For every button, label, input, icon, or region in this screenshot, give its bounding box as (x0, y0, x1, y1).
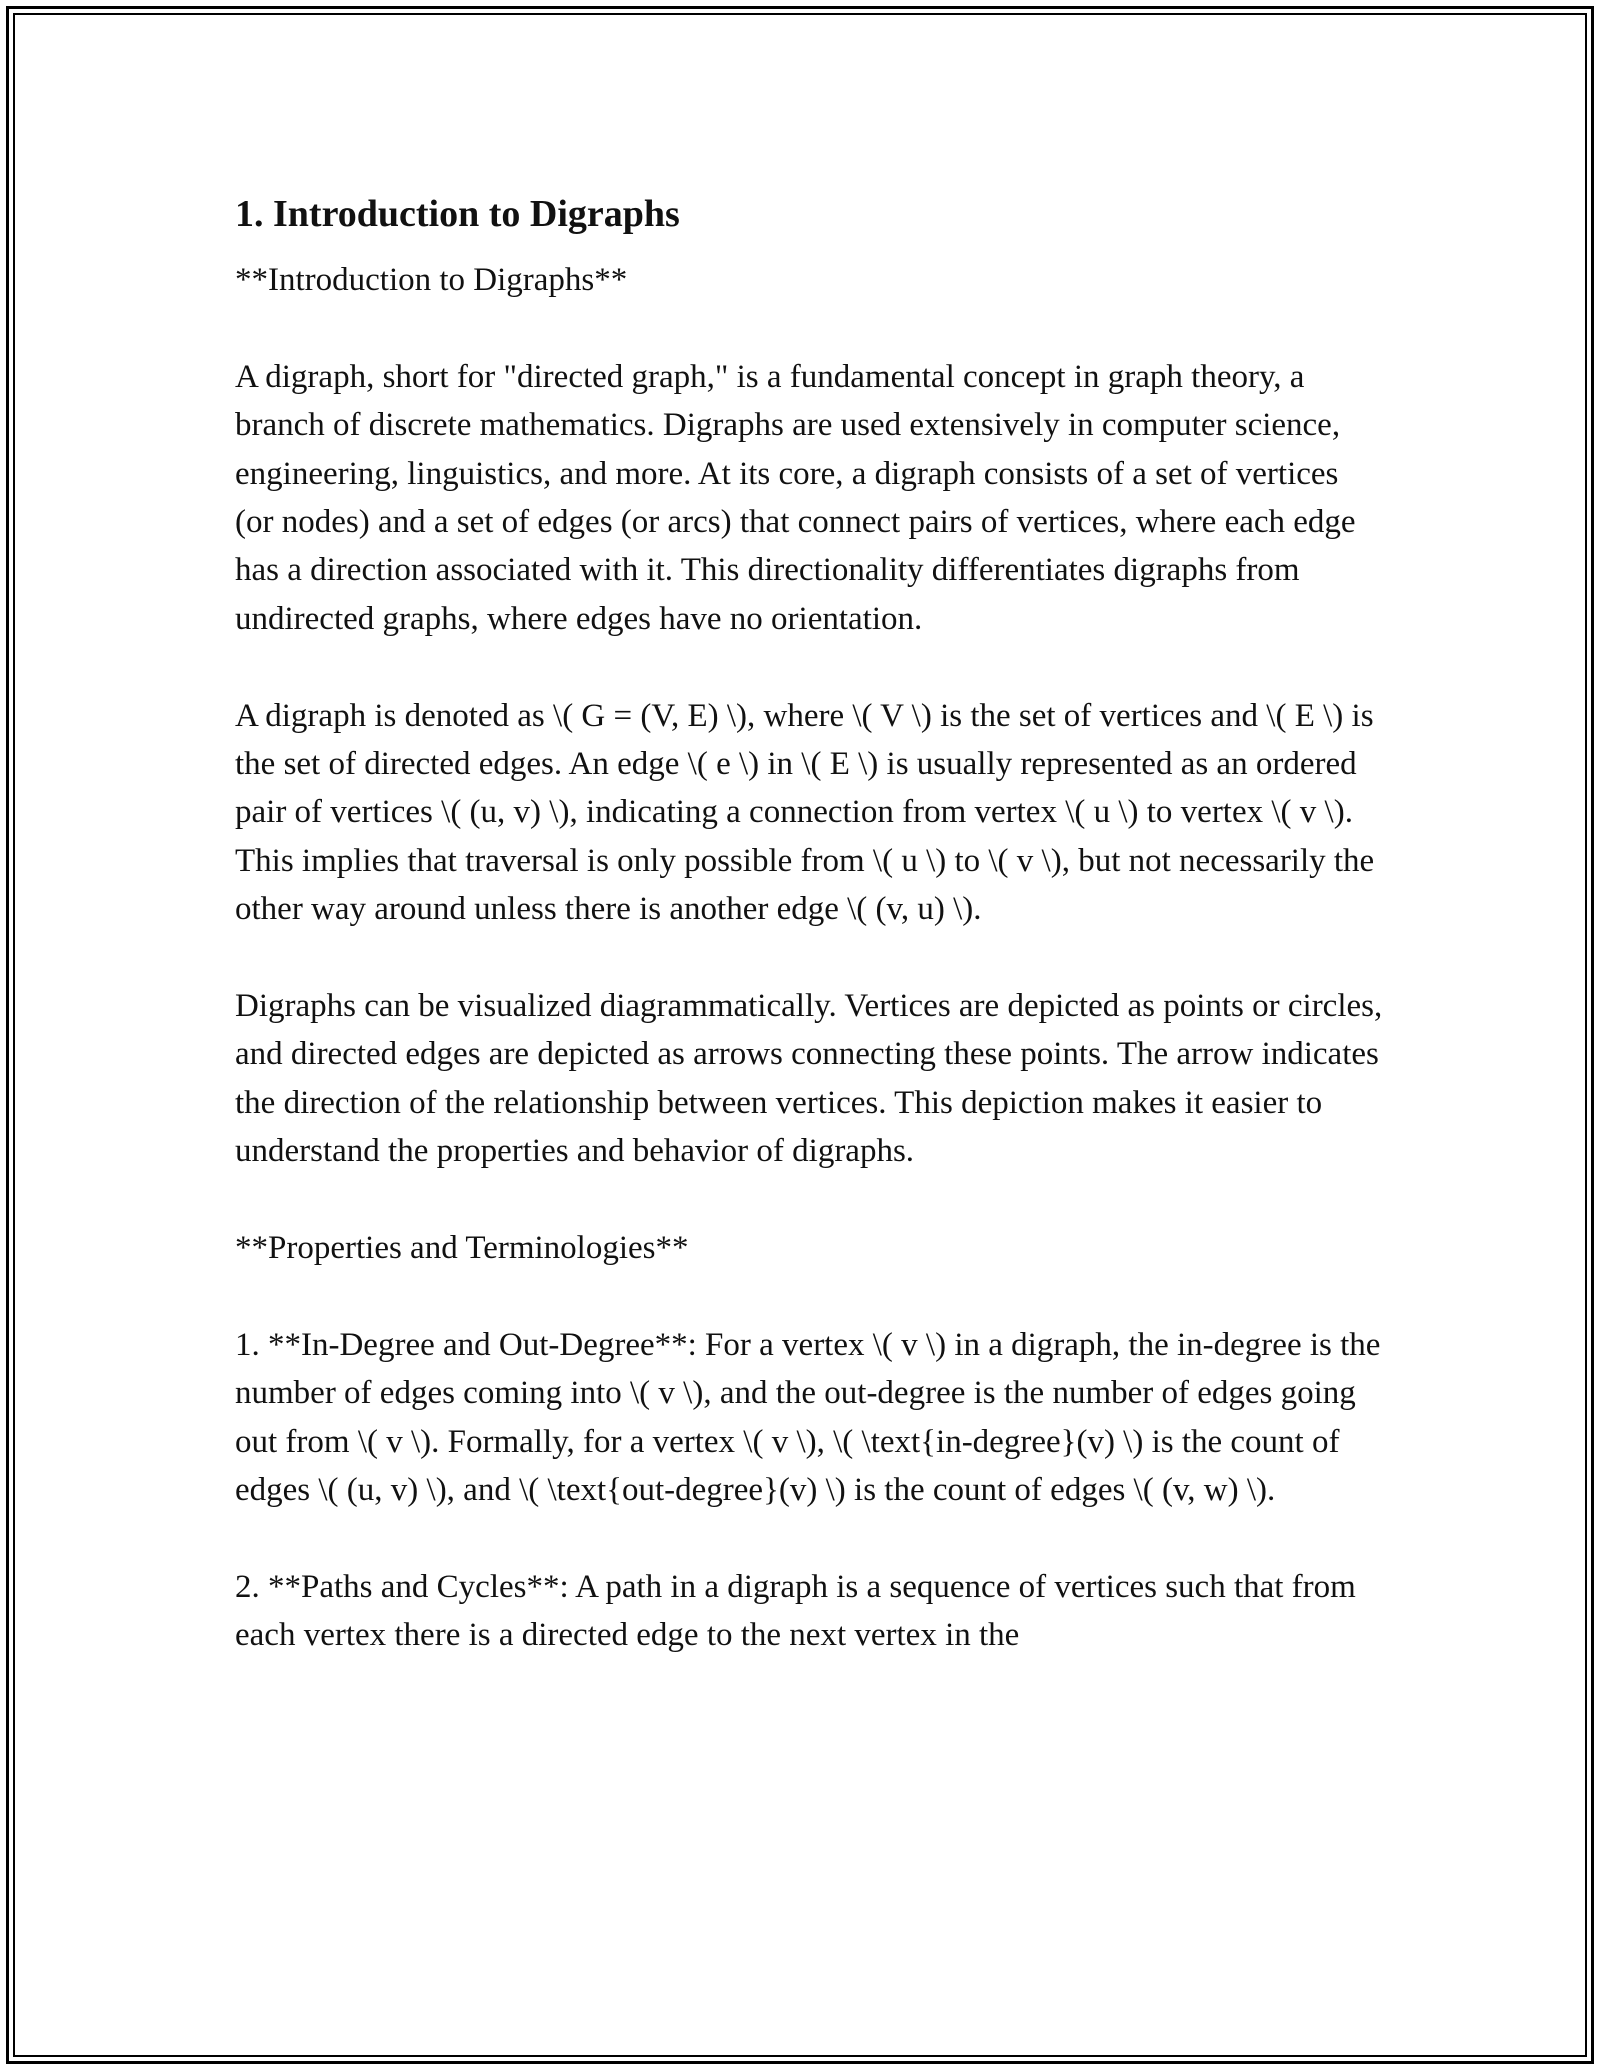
properties-subheading: **Properties and Terminologies** (235, 1230, 689, 1267)
document-body (235, 184, 1385, 1660)
list-item-paths: 2. **Paths and Cycles**: A path in a digraph is a sequence of vertices such that from each vertex there is a directed edge to the next vertex in the (235, 1568, 1356, 1654)
section-title: 1. Introduction to Digraphs (235, 193, 680, 235)
paragraph-notation: A digraph is denoted as \( G = (V, E) \), where \( V \) is the set of vertices and \( E \) is the set of directed edges. An edge \( e \) in \( E \) is usually represented as an ordered pair of vertices \( (u, v) \), indicating a connection from vertex \( u \) to vertex \( v \). This implies that traversal is only possible from \( u \) to \( v \), but not necessarily the other way around unless there is another edge \( (v, u) \). (235, 697, 1375, 928)
paragraph-definition: A digraph, short for "directed graph," is a fundamental concept in graph theory, a branch of discrete mathematics. Digraphs are used extensively in computer science, engineering, linguistics, and more. At its core, a digraph consists of a set of vertices (or nodes) and a set of edges (or arcs) that connect pairs of vertices, where each edge has a direction associated with it. This directionality differentiates digraphs from undirected graphs, where edges have no orientation. (235, 358, 1356, 637)
paragraph-visualization: Digraphs can be visualized diagrammatically. Vertices are depicted as points or circles, and directed edges are depicted as arrows connecting these points. The arrow indicates the direction of the relationship between vertices. This depiction makes it easier to understand the properties and behavior of digraphs. (235, 988, 1383, 1170)
list-item-degree: 1. **In-Degree and Out-Degree**: For a vertex \( v \) in a digraph, the in-degree is the number of edges coming into \( v \), and the out-degree is the number of edges going out from \( v \). Formally, for a vertex \( v \), \( \text{in-degree}(v) \) is the count of edges \( (u, v) \), and \( \text{out-degree}(v) \) is the count of edges \( (v, w) \). (235, 1326, 1381, 1509)
intro-subheading: **Introduction to Digraphs** (235, 262, 628, 298)
